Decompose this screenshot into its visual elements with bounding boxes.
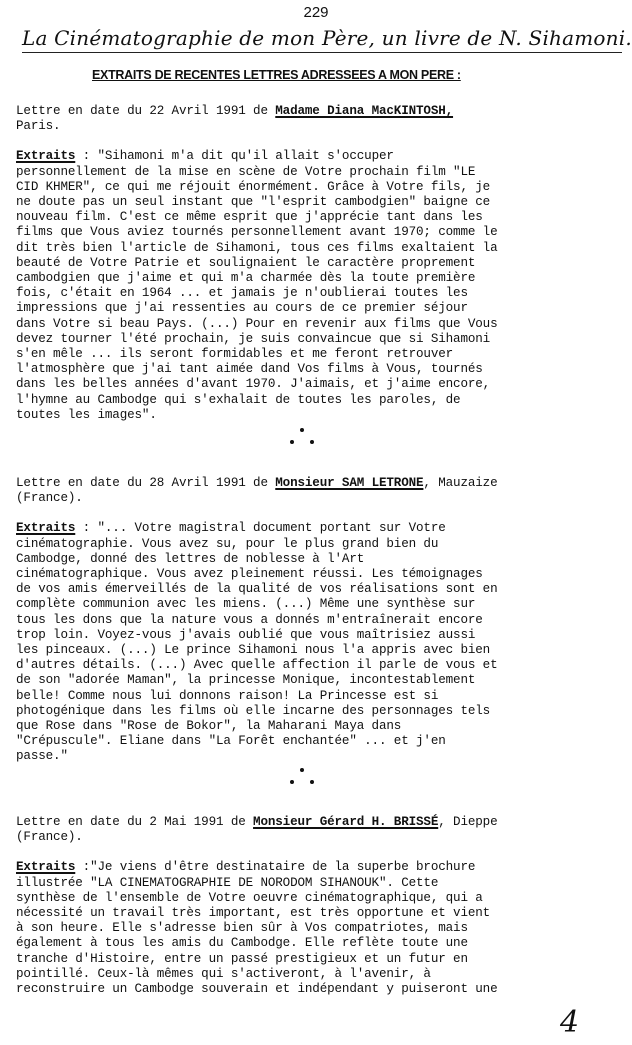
letter-3-extraits-label: Extraits	[16, 860, 76, 875]
letter-3	[16, 815, 624, 997]
letter-1-date: Lettre en date du 22 Avril 1991 de	[16, 104, 276, 118]
letter-2-extraits-label: Extraits	[16, 521, 76, 536]
letter-2-sender: Monsieur SAM LETRONE	[275, 476, 424, 490]
letter-3-sender: Monsieur Gérard H. BRISSÉ	[253, 815, 439, 829]
handwritten-initial: 4	[560, 1005, 580, 1040]
handwritten-title: La Cinématographie de mon Père, un livre de N. Sihamoni.	[22, 26, 622, 53]
letter-1-location: Paris.	[16, 119, 61, 134]
letter-3-date: Lettre en date du 2 Mai 1991 de	[16, 815, 254, 829]
separator-dots-2	[290, 768, 314, 786]
letter-2-body: Extraits : "... Votre magistral document portant sur Votre cinématographie. Vous avez su, pour le plus grand bien du Cambodge, donné des lettres de noblesse à l'Art cinématographique. Vous avez pleinement réussi. Les témoignages de vos amis émerveillés de la qualité de vos réalisations sont en complète communion avec les miens. (...) Même une synthèse sur tous les dons que la nature vous a donnés m'entraînerait encore trop loin. Voyez-vous j'avais oublié que vous maîtrisiez aussi les pinceaux. (...) Le prince Sihamoni nous l'a appris avec bien d'autres détails. (...) Avec quelle affection il parle de vous et de son "adorée Maman", la princesse Monique, incontestablement belle! Comme nous lui donnons raison! La Princesse est si photogénique dans les films où elle incarne des personnages tels que Rose dans "Rose de Bokor", la Maharani Maya dans "Crépuscule". Eliane dans "La Forêt enchantée" ... et j'en passe."	[16, 521, 498, 764]
letter-1-body: Extraits : "Sihamoni m'a dit qu'il allait s'occuper personnellement de la mise en scène de Votre prochain film "LE CID KHMER", ce qui me réjouit énormément. Grâce à Votre fils, je ne doute pas un seul instant que "l'esprit cambodgien" baigne ce nouveau film. C'est ce même esprit que j'apprécie tant dans les films que Vous aviez tournés personnellement avant 1970; comme le dit très bien l'article de Sihamoni, tous ces films exaltaient la beauté de Votre Patrie et soulignaient le caractère proprement cambodgien que j'aime et qui m'a charmée dès la toute première fois, c'était en 1964 ... et jamais je n'oublierai toutes les impressions que j'ai ressenties au cours de ce premier séjour dans Votre si beau Pays. (...) Pour en revenir aux films que Vous devez tourner l'été prochain, je suis convaincue que si Sihamoni s'en mêle ... ils seront formidables et me feront retrouver l'atmosphère que j'ai tant aimée dand Vos films à Vous, tournés dans les belles années d'avant 1970. J'aimais, et j'aime encore, l'hymne au Cambodge qui s'exhalait de toutes les paroles, de toutes les images".	[16, 149, 498, 422]
letter-1-header	[16, 104, 624, 119]
letter-2-date: Lettre en date du 28 Avril 1991 de	[16, 476, 276, 490]
letter-3-body: Extraits :"Je viens d'être destinataire de la superbe brochure illustrée "LA CINEMATOGRAPHIE DE NORODOM SIHANOUK". Cette synthèse de l'ensemble de Votre oeuvre cinématographique, qui a nécessité un travail très important, est très opportune et vient à son heure. Elle s'adresse bien sûr à Vos compatriotes, mais également à tous les amis du Cambodge. Elle reflète toute une tranche d'Histoire, entre un passé prestigieux et un futur en pointillé. Ceux-là mêmes qui s'activeront, à l'avenir, à reconstruire un Cambodge souverain et indépendant y puiseront une	[16, 860, 498, 997]
letter-2-location: (France).	[16, 491, 83, 506]
letter-2-header: Lettre en date du 28 Avril 1991 de Monsieur SAM LETRONE, Mauzaize	[16, 476, 498, 490]
letter-2	[16, 476, 624, 765]
letter-3-header: Lettre en date du 2 Mai 1991 de Monsieur Gérard H. BRISSÉ, Dieppe	[16, 815, 498, 829]
letter-1	[16, 104, 624, 423]
separator-dots-1	[290, 428, 314, 446]
letter-3-location: (France).	[16, 830, 83, 845]
letter-1-extraits-label: Extraits	[16, 149, 76, 164]
section-heading: EXTRAITS DE RECENTES LETTRES ADRESSEES A MON PERE :	[92, 68, 461, 82]
letter-1-sender: Madame Diana MacKINTOSH,	[275, 104, 454, 118]
page-number: 229	[303, 4, 329, 21]
